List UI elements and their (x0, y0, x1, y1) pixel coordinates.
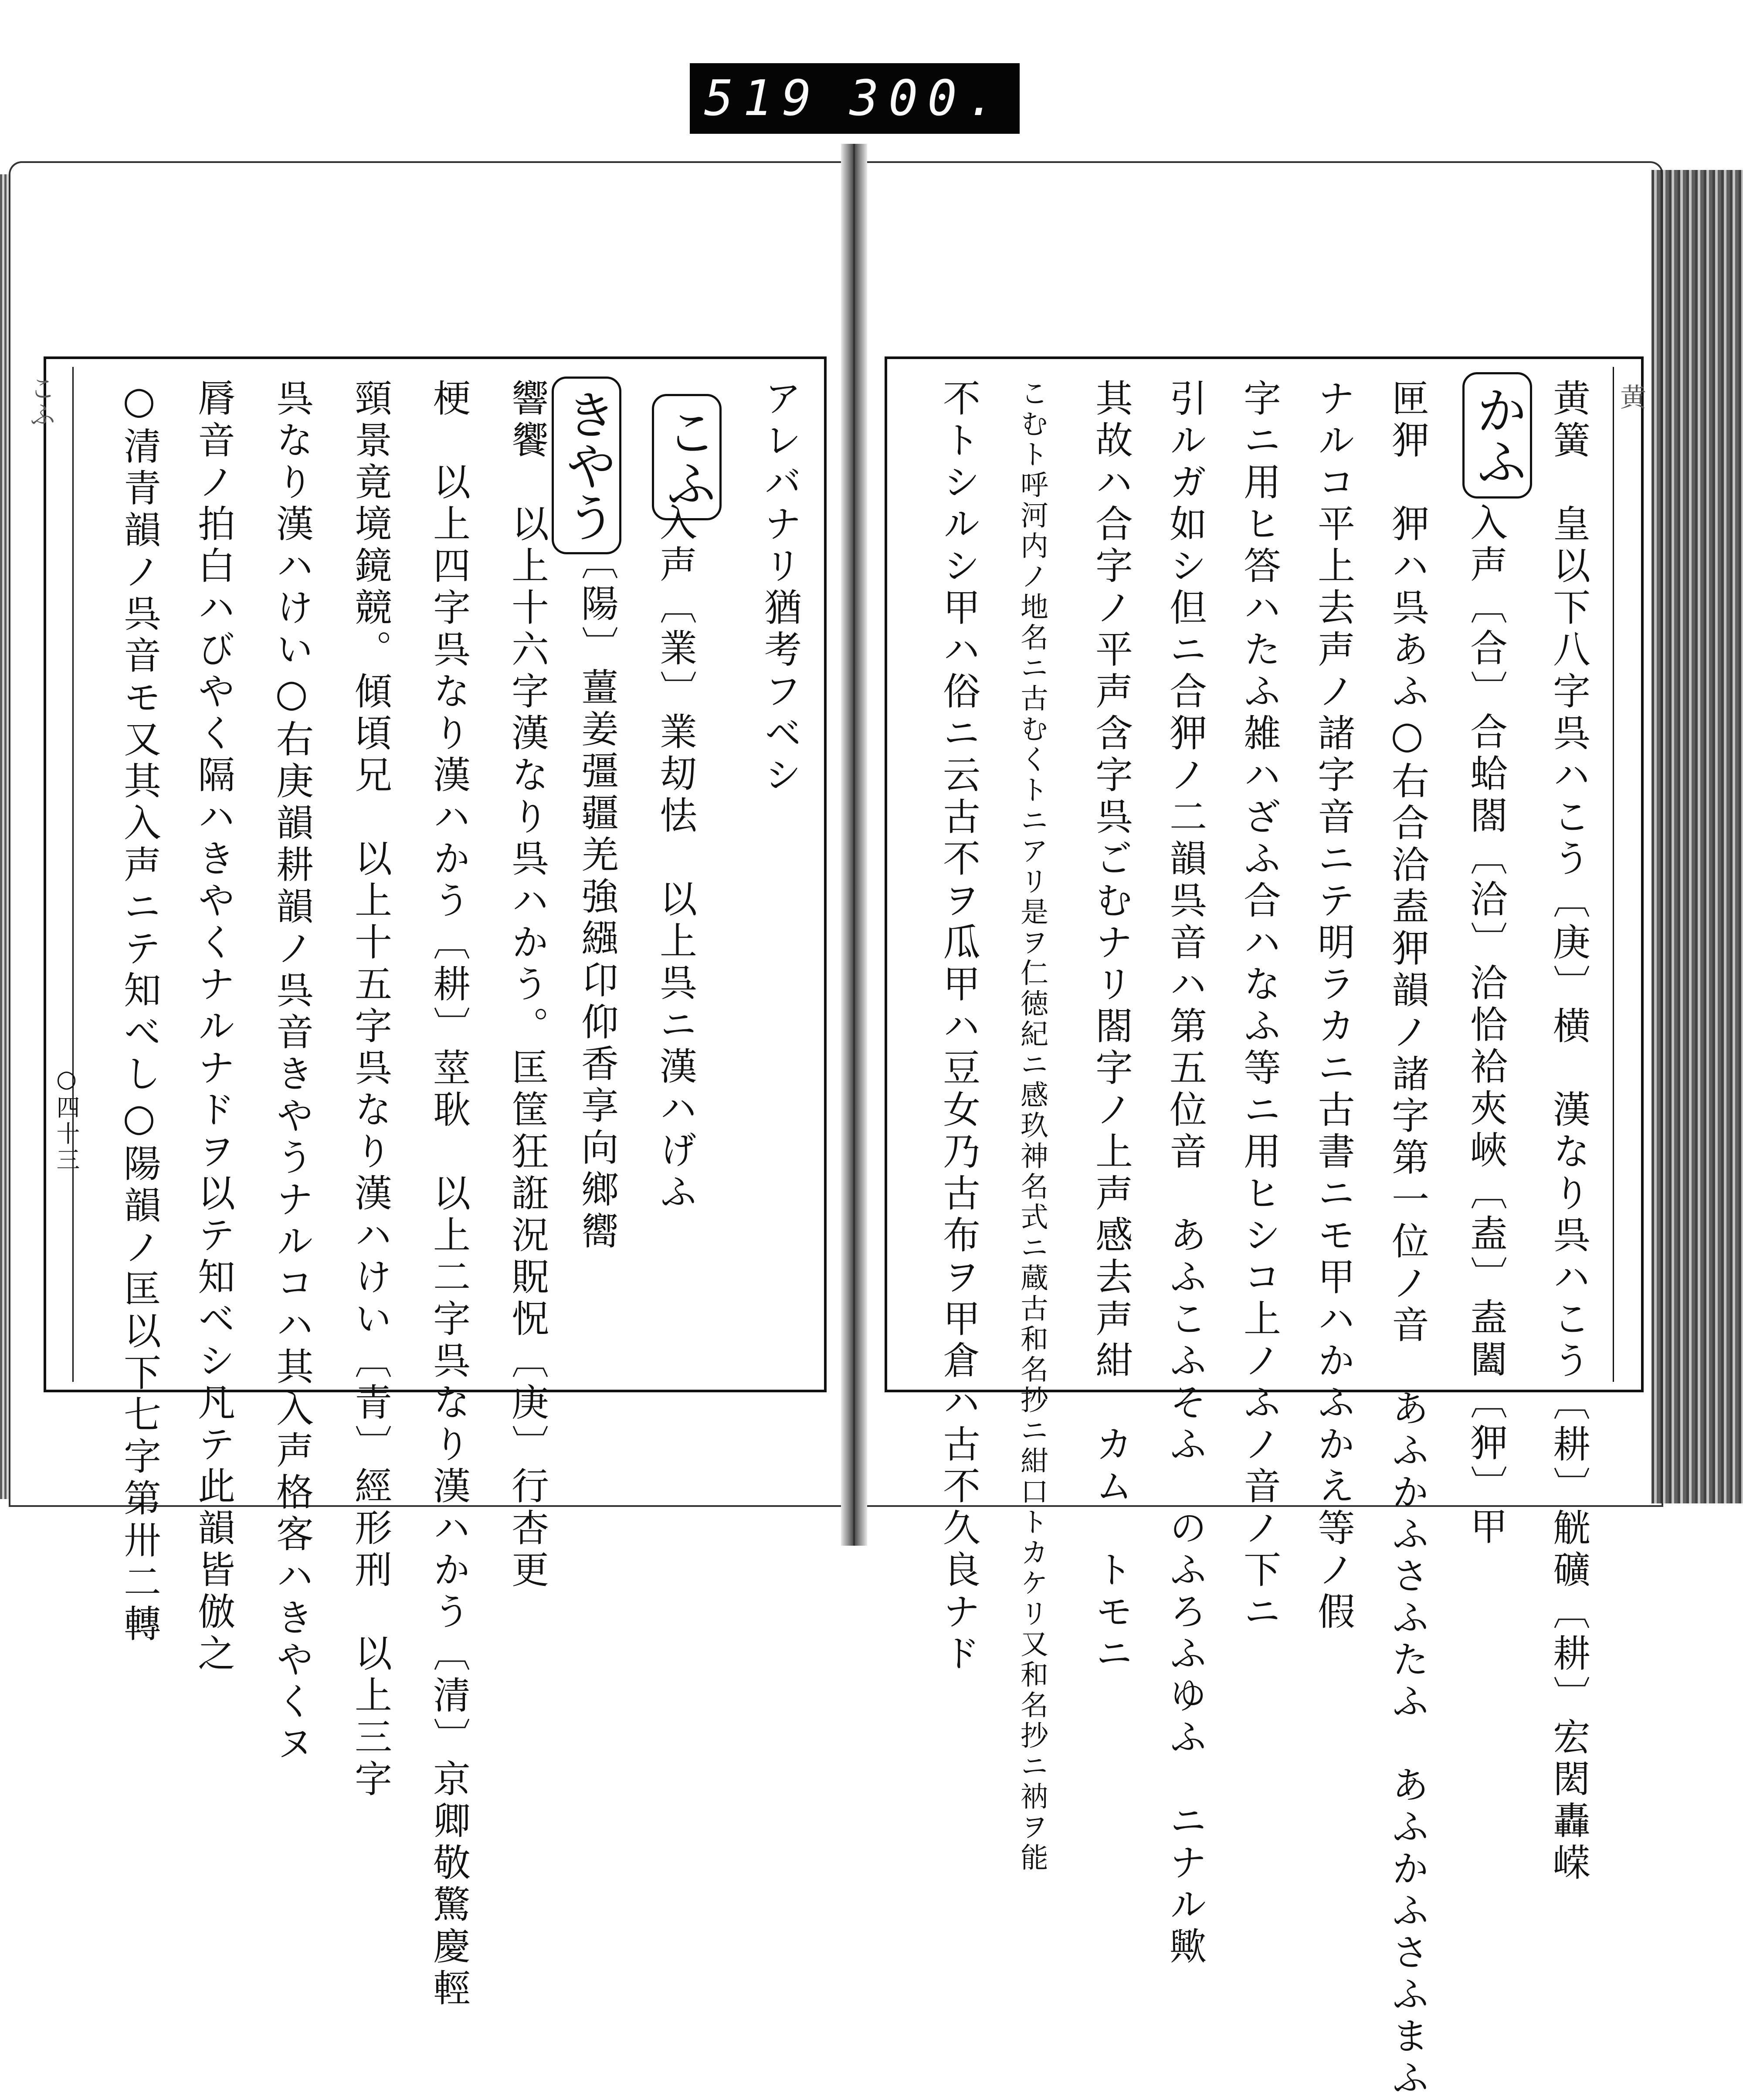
right-page-edges (1651, 170, 1743, 1503)
right-column-5: 字ニ用ヒ答ハたふ雑ハざふ合ハなふ等ニ用ヒシコ上ノふノ音ノ下ニ (1237, 379, 1281, 1634)
left-margin-mark: こふ (25, 375, 56, 427)
frame-number: 300. (849, 70, 1006, 127)
frame-rule (72, 367, 74, 1382)
left-column-7: 呉なり漢ハけい○右庚韻耕韻ノ呉音きやうナルコハ其入声格客ハきやくヌ (270, 379, 313, 1765)
page-number: ○四十三 (53, 1065, 80, 1174)
left-column-4: 響饗 以上十六字漢なり呉ハかう。匡筐狂誑況貺怳〔庚〕行杏更 (505, 379, 549, 1592)
right-column-9: 不トシルシ甲ハ俗ニ云古不ヲ瓜甲ハ豆女乃古布ヲ甲倉ハ古不久良ナド (936, 379, 980, 1676)
right-column-3: 匣狎 狎ハ呉あふ○右合洽盍狎韻ノ諸字第一位ノ音 あふかふさふたふ あふかふさふまふ (1385, 379, 1429, 2100)
microfilm-frame-label (690, 63, 1020, 134)
right-margin-mark: 黄 (1616, 383, 1646, 410)
heading-kafu: かふ (1462, 372, 1532, 499)
roll-number: 519 (704, 70, 821, 127)
left-column-2: 入声〔業〕業刧怯 以上呉ニ漢ハげふ (653, 503, 697, 1214)
left-column-5: 梗 以上四字呉なり漢ハかう〔耕〕莖耿 以上二字呉なり漢ハかう〔清〕京卿敬驚慶輕 (427, 379, 470, 2010)
book-spine (841, 144, 867, 1546)
frame-rule (1613, 367, 1614, 1382)
right-text-frame (885, 356, 1644, 2100)
left-column-1: アレバナリ猶考フベシ (758, 379, 801, 797)
heading-kou: こふ (652, 394, 722, 520)
left-column-3: 〔陽〕薑姜彊疆羌強繦卬仰香享向鄉嚮 (575, 542, 618, 1253)
right-column-1: 黄簧 皇以下八字呉ハこう〔庚〕横 漢なり呉ハこう〔耕〕觥礦〔耕〕宏閎轟嵘 (1546, 379, 1590, 1885)
right-column-4: ナルコ平上去声ノ諸字音ニテ明ラカニ古書ニモ甲ハかふかえ等ノ假 (1311, 379, 1355, 1634)
right-column-8: こむト呼河内ノ地名ニ古むくトニアリ是ヲ仁徳紀ニ感玖神名式ニ蔵古和名抄ニ紺口トカケリ又和名抄ニ衲ヲ能 (1016, 379, 1048, 1873)
right-column-6: 引ルガ如シ但ニ合狎ノ二韻呉音ハ第五位音 あふこふそふ のふろふゆふ ニナル歟 (1163, 379, 1207, 1968)
heading-kyau: きやう (552, 377, 621, 554)
left-column-8: 脣音ノ拍白ハびやく隔ハきやくナルナドヲ以テ知ベシ凡テ此韻皆倣之 (191, 379, 235, 1676)
right-column-2: 入声〔合〕合蛤閤〔洽〕洽恰袷夾峽〔盍〕盍闔〔狎〕甲 (1464, 503, 1507, 1549)
right-column-7: 其故ハ合字ノ平声含字呉ごむナリ閤字ノ上声感去声紺 カム トモニ (1089, 379, 1133, 1676)
left-column-6: 頸景竟境鏡競。傾頃兄 以上十五字呉なり漢ハけい〔青〕經形刑 以上三字 (348, 379, 392, 1801)
left-text-frame (44, 356, 827, 2010)
left-column-9: ○清青韻ノ呉音モ又其入声ニテ知べし○陽韻ノ匡以下七字第卅二轉 (117, 379, 161, 1646)
